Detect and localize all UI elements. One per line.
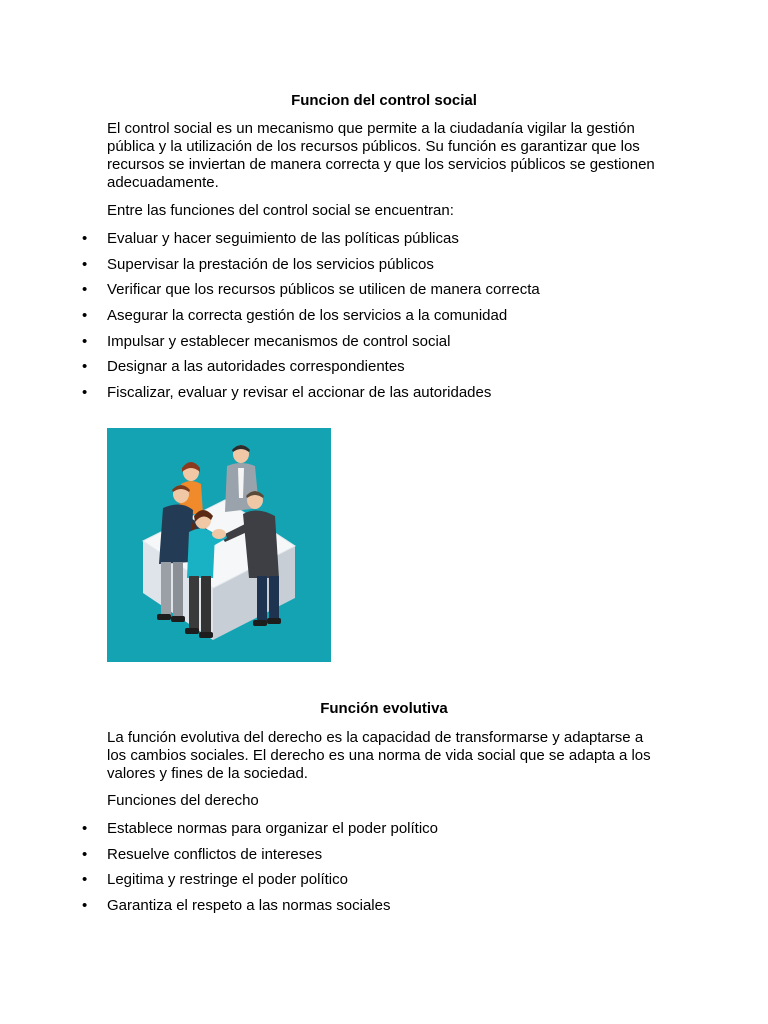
list-item	[0, 281, 700, 307]
bullet-icon: •	[82, 281, 88, 299]
team-meeting-illustration	[107, 428, 331, 662]
bullet-icon: •	[82, 820, 88, 837]
paragraph-line: El control social es un mecanismo que permite a la ciudadanía vigilar la gestión	[107, 120, 635, 137]
list-item-text: Resuelve conflictos de intereses	[107, 845, 323, 863]
section2-list	[0, 820, 700, 923]
list-item-text: Supervisar la prestación de los servicios públicos	[107, 255, 434, 273]
list-item	[0, 230, 700, 256]
list-item	[0, 384, 700, 410]
paragraph-line: La función evolutiva del derecho es la capacidad de transformarse y adaptarse a	[107, 729, 644, 746]
list-item	[0, 820, 700, 846]
bullet-icon: •	[82, 307, 88, 325]
section1-list	[0, 230, 700, 410]
list-item	[0, 333, 700, 359]
bullet-icon: •	[82, 384, 88, 402]
section2-intro: Funciones del derecho	[107, 792, 259, 809]
paragraph-line: recursos se inviertan de manera correcta y que los servicios públicos se gestionen	[107, 156, 655, 173]
list-item-text: Verificar que los recursos públicos se utilicen de manera correcta	[107, 281, 540, 299]
section1-title: Funcion del control social	[291, 92, 477, 109]
list-item-text: Fiscalizar, evaluar y revisar el accionar de las autoridades	[107, 384, 492, 402]
hands-together	[212, 529, 226, 539]
bullet-icon: •	[82, 897, 88, 915]
list-item	[0, 871, 700, 897]
list-item-text: Impulsar y establecer mecanismos de control social	[107, 332, 451, 350]
paragraph-line: valores y fines de la sociedad.	[107, 765, 308, 782]
section2-paragraph	[107, 729, 667, 783]
bullet-icon: •	[82, 845, 88, 863]
list-item-text: Garantiza el respeto a las normas sociales	[107, 897, 391, 915]
bullet-icon: •	[82, 332, 88, 350]
list-item-text: Legitima y restringe el poder político	[107, 871, 348, 889]
list-item-text: Asegurar la correcta gestión de los servicios a la comunidad	[107, 307, 508, 325]
section2-title: Función evolutiva	[320, 700, 448, 717]
paragraph-line: los cambios sociales. El derecho es una norma de vida social que se adapta a los	[107, 747, 651, 764]
list-item	[0, 256, 700, 282]
section1-intro: Entre las funciones del control social se encuentran:	[107, 202, 454, 219]
list-item-text: Designar a las autoridades correspondientes	[107, 358, 405, 376]
list-item	[0, 307, 700, 333]
paragraph-line: adecuadamente.	[107, 174, 219, 191]
section1-paragraph	[107, 120, 667, 192]
bullet-icon: •	[82, 255, 88, 273]
paragraph-line: pública y la utilización de los recursos públicos. Su función es garantizar que los	[107, 138, 640, 155]
bullet-icon: •	[82, 358, 88, 376]
list-item	[0, 897, 700, 923]
list-item-text: Evaluar y hacer seguimiento de las políticas públicas	[107, 230, 459, 247]
list-item	[0, 358, 700, 384]
list-item	[0, 846, 700, 872]
bullet-icon: •	[82, 230, 88, 247]
list-item-text: Establece normas para organizar el poder político	[107, 820, 439, 837]
bullet-icon: •	[82, 871, 88, 889]
